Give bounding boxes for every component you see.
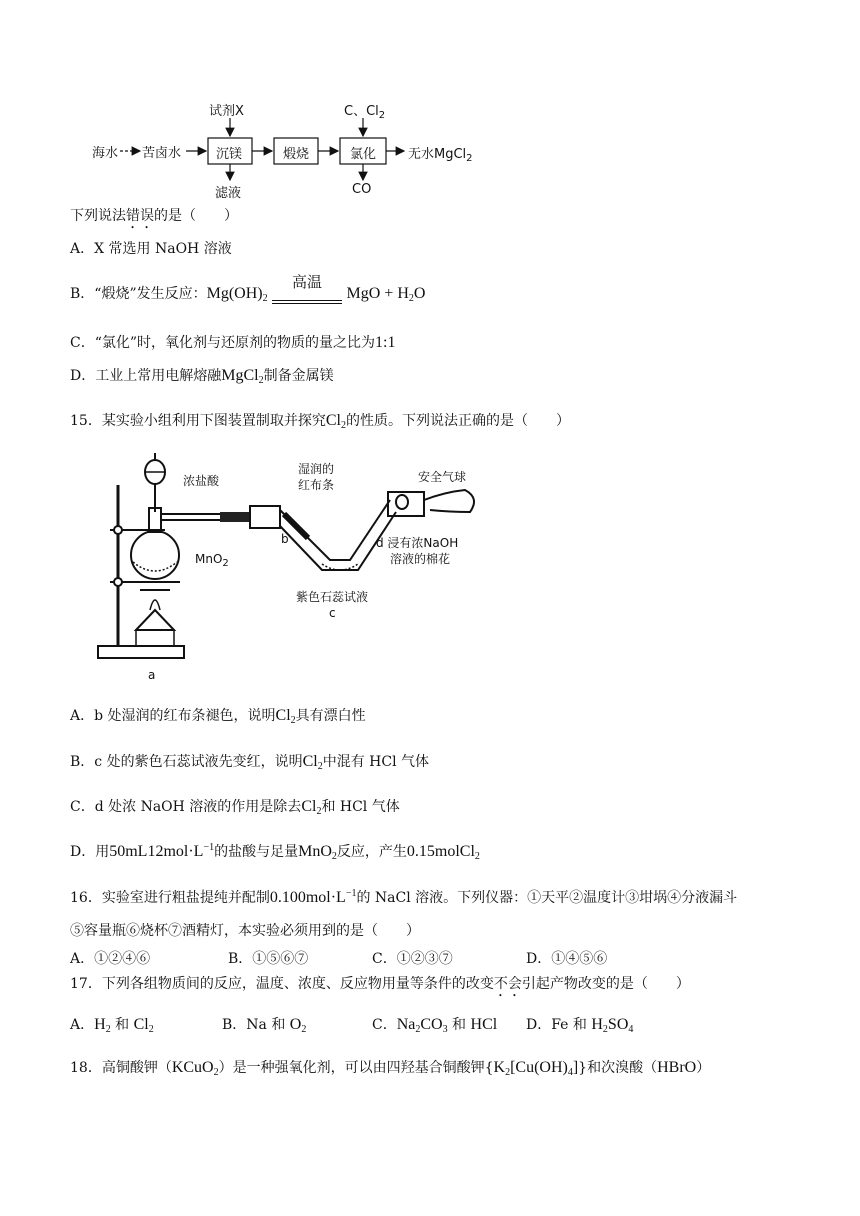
q16-option-c: C．①②③⑦: [372, 951, 453, 967]
q16-stem-2: ⑤容量瓶⑥烧杯⑦酒精灯，本实验必须用到的是（ ）: [70, 923, 420, 939]
flow-step-duanshao: 煅烧: [283, 147, 310, 162]
flow-product: 无水MgCl$_2$: [408, 147, 473, 164]
q16-stem-1: 16．实验室进行粗盐提纯并配制$0.100mol\cdot L^{-1}$的 NaCl 溶液。下列仪器：①天平②温度计③坩埚④分液漏斗: [70, 888, 738, 906]
apparatus-diagram: [70, 450, 490, 690]
q14-option-c: C．“氯化”时，氧化剂与还原剂的物质的量之比为1:1: [70, 334, 396, 351]
q17-stem: 17．下列各组物质间的反应，温度、浓度、反应物用量等条件的改变不会引起产物改变的是（ ）: [70, 976, 690, 992]
flow-co: CO: [352, 182, 372, 197]
label-litmus: 紫色石蕊试液: [296, 590, 369, 604]
label-c: c: [329, 606, 336, 620]
q14-condition: 高温: [292, 273, 323, 291]
flow-step-chenmei: 沉镁: [216, 147, 243, 162]
label-wet-2: 红布条: [298, 478, 335, 492]
label-balloon: 安全气球: [418, 470, 467, 484]
q17-option-c: C．$Na_2CO_3$ 和 HCl: [372, 1016, 498, 1035]
q16-option-b: B．①⑤⑥⑦: [228, 951, 309, 967]
q15-option-d: D．用$50mL12mol\cdot L^{-1}$的盐酸与足量MnO$_2$反应，产生0.15molCl$_2$: [70, 842, 480, 862]
label-a: a: [148, 668, 156, 682]
label-d-1: d 浸有浓NaOH: [376, 536, 459, 550]
q17-option-a: A．$H_2$ 和 $Cl_2$: [70, 1016, 154, 1035]
label-mno2: MnO$_2$: [195, 552, 229, 569]
q15-option-c: C．d 处浓 NaOH 溶液的作用是除去$Cl_2$和 HCl 气体: [70, 798, 400, 817]
flow-reagent: 试剂X: [209, 104, 244, 119]
flow-step-lvhua: 氯化: [350, 147, 377, 162]
label-b: b: [281, 532, 289, 546]
label-wet-1: 湿润的: [298, 462, 335, 476]
label-d-2: 溶液的棉花: [390, 552, 451, 566]
q14-stem: 下列说法错误的是（ ）: [70, 208, 238, 224]
q15-option-a: A．b 处湿润的红布条褪色，说明$Cl_2$具有漂白性: [70, 707, 366, 726]
label-hcl: 浓盐酸: [183, 474, 220, 488]
q15-option-b: B．c 处的紫色石蕊试液先变红，说明$Cl_2$中混有 HCl 气体: [70, 753, 430, 772]
flow-inputs: C、$Cl_2$: [344, 104, 386, 121]
flow-sea: 海水: [92, 146, 119, 161]
q16-option-a: A．①②④⑥: [70, 951, 151, 967]
q14-option-b: B．“煅烧”发生反应：$Mg(OH)_2$ 高温 MgO + $H_2O$: [70, 273, 426, 304]
flow-brine: 苦卤水: [142, 146, 182, 161]
q16-option-d: D．①④⑤⑥: [526, 951, 608, 967]
flowchart-diagram: [0, 0, 860, 210]
flow-filtrate: 滤液: [215, 186, 242, 201]
q18-stem: 18．高铜酸钾（KCuO$_2$）是一种强氧化剂，可以由四羟基合铜酸钾$\{K_2[Cu(OH)_4]\}$和次溴酸（HBrO）: [70, 1059, 711, 1078]
q17-option-d: D．Fe 和 $H_2SO_4$: [526, 1016, 634, 1035]
q17-option-b: B．Na 和 $O_2$: [222, 1016, 307, 1035]
q14-option-a: A．X 常选用 NaOH 溶液: [70, 241, 232, 257]
q14-option-d: D．工业上常用电解熔融MgCl$_2$制备金属镁: [70, 367, 334, 386]
q15-stem: 15．某实验小组利用下图装置制取并探究$Cl_2$的性质。下列说法正确的是（ ）: [70, 412, 570, 431]
